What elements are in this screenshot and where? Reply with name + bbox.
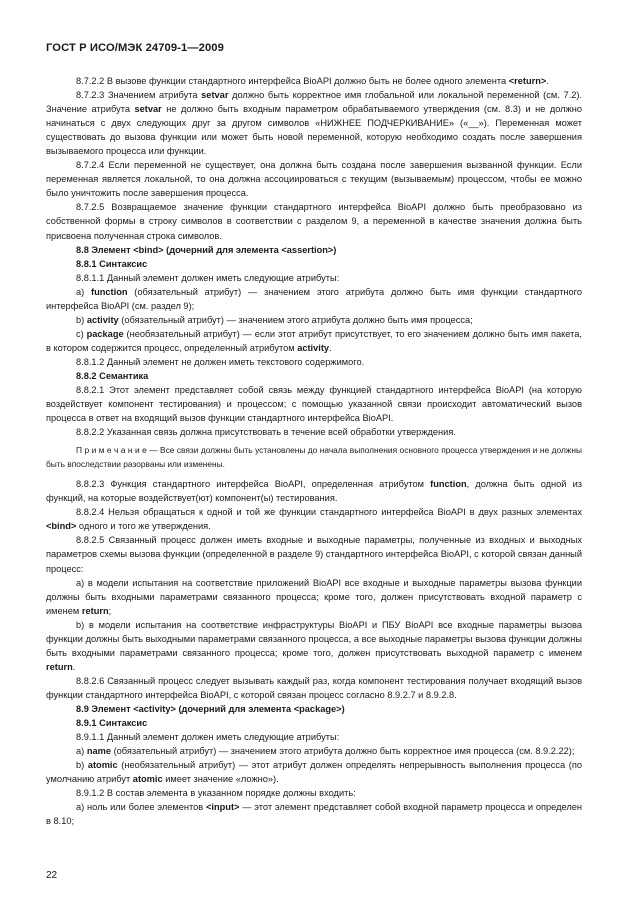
paragraph-8-7-2-4: 8.7.2.4 Если переменной не существует, она должна быть создана после завершения вызванной функции. Если переменная является локальной, то она должна ассоциироваться с текущим (вызываемым) процессом, чтобы ее можно было уничтожить после завершения процесса. — [46, 160, 582, 199]
list-item-infrastructure-model: b) в модели испытания на соответствие инфраструктуры BioAPI и ПБУ BioAPI все входные параметры вызова функции должны быть выходными параметрами связанного процесса, а все выходные параметры вызова функции должны быть входными параметрами связанного процесса; кроме того, должен присутствовать выходной параметр с именем return. — [46, 619, 582, 672]
list-item-atomic: b) atomic (необязательный атрибут) — этот атрибут должен определять непрерывность выполнения процесса (по умолчанию атрибут atomic имеет значение «ложно»). — [46, 760, 583, 785]
package-attr: package — [86, 328, 124, 339]
paragraph-8-7-2-5: 8.7.2.5 Возвращаемое значение функции стандартного интерфейса BioAPI должно быть преобразовано из собственной формы в строку символов в соответствии с разделом 9, а переменной в качестве значения должна быть присвоена полученная строка символов. — [46, 202, 582, 241]
paragraph-8-8-2-3: 8.8.2.3 Функция стандартного интерфейса BioAPI, определенная атрибутом function, должна быть одной из функций, на которые воздействует(ют) компонент(ы) тестирования. — [46, 479, 582, 504]
list-item-application-model: а) в модели испытания на соответствие приложений BioAPI все входные и выходные параметры вызова функции должны быть входными параметрами связанного процесса; кроме того, должен присутствовать входной параметр с именем return; — [46, 577, 582, 616]
section-heading-8-8-2: 8.8.2 Семантика — [76, 370, 149, 381]
page-number: 22 — [46, 870, 58, 881]
section-heading-8-9: 8.9 Элемент <activity> (дочерний для элемента <package>) — [76, 703, 345, 714]
document-body — [46, 74, 582, 828]
paragraph-8-8-2-1: 8.8.2.1 Этот элемент представляет собой связь между функцией стандартного интерфейса BioAPI (на которую воздействует компонент тестирования) и процессом; с помощью указанной связи происходит автоматический вызов процесса в ответ на входящий вызов функции стандартного интерфейса BioAPI. — [46, 385, 582, 424]
function-attr: function — [91, 286, 128, 297]
note-text: — Все связи должны быть установлены до начала выполнения основного процесса утверждения и не должны быть впоследствии разорваны или изменены. — [46, 445, 582, 469]
activity-attr: activity — [86, 314, 119, 325]
list-item-function: а) function (обязательный атрибут) — значением этого атрибута должно быть имя функции стандартного интерфейса BioAPI (см. раздел 9); — [46, 286, 582, 311]
paragraph-8-7-2-3: 8.7.2.3 Значением атрибута setvar должно быть корректное имя глобальной или локальной переменной (см. 7.2). Значение атрибута setvar не должно быть входным параметром обрабатываемого утверждения (см. 8.3) и не должно начинаться с двух следующих друг за другом символов «НИЖНЕЕ ПОДЧЕРКИВАНИЕ» («__»). Переменная может существовать до вызова функции или может быть новой переменной, которую необходимо создать после завершения вызываемого процесса или функции. — [46, 90, 582, 157]
section-heading-8-9-1: 8.9.1 Синтаксис — [76, 718, 148, 729]
paragraph-8-8-1-1: 8.8.1.1 Данный элемент должен иметь следующие атрибуты: — [76, 272, 340, 283]
section-heading-8-8: 8.8 Элемент <bind> (дочерний для элемента <assertion>) — [76, 244, 337, 255]
bind-tag: <bind> — [46, 521, 77, 532]
activity-attr: activity — [297, 342, 330, 353]
paragraph-8-9-1-2: 8.9.1.2 В состав элемента в указанном порядке должны входить: — [76, 788, 356, 799]
name-attr: name — [86, 746, 111, 757]
return-word: return — [46, 661, 73, 672]
paragraph-8-8-1-2: 8.8.1.2 Данный элемент не должен иметь текстового содержимого. — [76, 356, 365, 367]
paragraph-8-8-2-5: 8.8.2.5 Связанный процесс должен иметь входные и выходные параметры, полученные из входных и выходных параметров схемы вызова функции (определенной в разделе 9) стандартного интерфейса BioAPI, с которой связан данный процесс: — [46, 535, 582, 574]
note-label: П р и м е ч а н и е — [76, 445, 147, 456]
atomic-attr: atomic — [132, 774, 163, 785]
paragraph-8-9-1-1: 8.9.1.1 Данный элемент должен иметь следующие атрибуты: — [76, 732, 340, 743]
document-page — [46, 42, 582, 828]
setvar-attr: setvar — [201, 90, 229, 101]
atomic-attr: atomic — [87, 760, 118, 771]
paragraph-8-8-2-4: 8.8.2.4 Нельзя обращаться к одной и той же функции стандартного интерфейса BioAPI в двух разных элементах <bind> одного и того же утверждения. — [46, 507, 582, 532]
setvar-attr: setvar — [134, 104, 162, 115]
input-tag: <input> — [206, 802, 240, 813]
section-heading-8-8-1: 8.8.1 Синтаксис — [76, 258, 148, 269]
list-item-name: а) name (обязательный атрибут) — значением этого атрибута должно быть корректное имя процесса (см. 8.9.2.22); — [76, 746, 575, 757]
paragraph-8-8-2-6: 8.8.2.6 Связанный процесс следует вызывать каждый раз, когда компонент тестирования получает входящий вызов функции стандартного интерфейса BioAPI, с которой связан процесс согласно 8.9.2.7 и 8.9.2.8. — [46, 675, 582, 700]
note — [46, 444, 582, 471]
list-item-input: а) ноль или более элементов <input> — этот элемент представляет собой входной параметр процесса и определен в 8.10; — [46, 802, 582, 827]
document-header: ГОСТ Р ИСО/МЭК 24709-1—2009 — [46, 42, 224, 54]
function-attr: function — [430, 479, 467, 490]
return-tag: <return> — [508, 76, 547, 86]
paragraph-8-7-2-2: 8.7.2.2 В вызове функции стандартного интерфейса BioAPI должно быть не более одного элемента <return>. — [76, 76, 549, 86]
paragraph-8-8-2-2: 8.8.2.2 Указанная связь должна присутствовать в течение всей обработки утверждения. — [76, 427, 456, 438]
return-word: return — [81, 605, 109, 616]
list-item-activity: b) activity (обязательный атрибут) — значением этого атрибута должно быть имя процесса; — [76, 314, 473, 325]
list-item-package: c) package (необязательный атрибут) — если этот атрибут присутствует, то его значением должно быть имя пакета, в котором содержится процесс, определенный атрибутом activity. — [46, 328, 582, 353]
